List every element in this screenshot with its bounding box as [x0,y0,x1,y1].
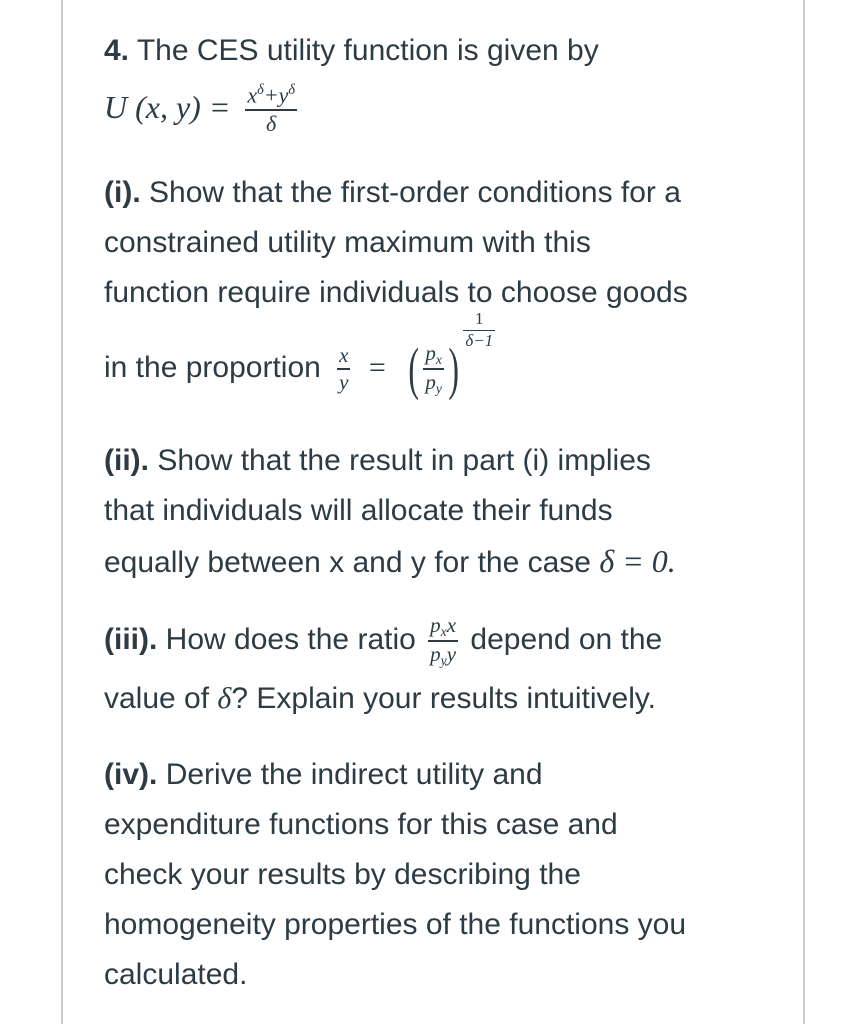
part-ii-line3: equally between x and y for the case δ = 0. [104,543,676,579]
utility-denominator: δ [266,110,277,136]
part-iv-line3: check your results by describing the [104,858,581,891]
part-ii-label: (ii). [104,444,149,477]
utility-lhs: U (x, y) = [104,89,231,125]
part-iv-line1: (iv). Derive the indirect utility and [104,758,543,791]
right-paren: ) [448,336,459,401]
part-ii-line1: (ii). Show that the result in part (i) implies [104,444,651,477]
left-border-line [61,0,63,1024]
part-ii-line2: that individuals will allocate their funds [104,494,613,527]
part-iv-line5: calculated. [104,958,248,991]
part-i-line1: (i). Show that the first-order conditions for a [104,176,681,209]
price-ratio-exponent: $\frac{1}{\delta-1}$ [465,309,494,351]
utility-formula [104,82,297,136]
part-i-line3: function require individuals to choose goods [104,276,688,309]
part-iv-line2: expenditure functions for this case and [104,808,618,841]
ratio-x-over-y: $\frac{x}{y}$ [339,343,349,394]
question-number: 4. [104,34,130,67]
expenditure-ratio: $\frac{p_xx}{p_yy}$ [430,613,457,668]
delta-equals-zero: δ = 0. [599,543,676,579]
part-i-line2: constrained utility maximum with this [104,226,591,259]
left-paren: ( [408,336,420,401]
part-i-proportion-line [104,309,495,401]
part-iii-label: (iii). [104,622,158,656]
part-iv-line4: homogeneity properties of the functions you [104,908,687,941]
part-iv-label: (iv). [104,758,158,791]
price-ratio: $\frac{p_x}{p_y}$ [425,341,442,396]
part-iii-line1: (iii). How does the ratio $\frac{p_xx}{p_yy}$ depend on the [104,613,663,668]
part-i-label: (i). [104,176,141,209]
question-heading [104,26,599,76]
part-i-proportion-text: in the proportion [104,350,321,384]
right-border-line [803,0,805,1024]
part-iii-line2: value of δ? Explain your results intuitively. [104,682,657,715]
delta-symbol: δ [217,682,232,715]
utility-fraction [245,83,297,135]
equals-sign: = [368,350,386,384]
question-intro: The CES utility function is given by [136,34,599,67]
utility-numerator: $x^\delta+y^\delta$ [247,82,296,108]
